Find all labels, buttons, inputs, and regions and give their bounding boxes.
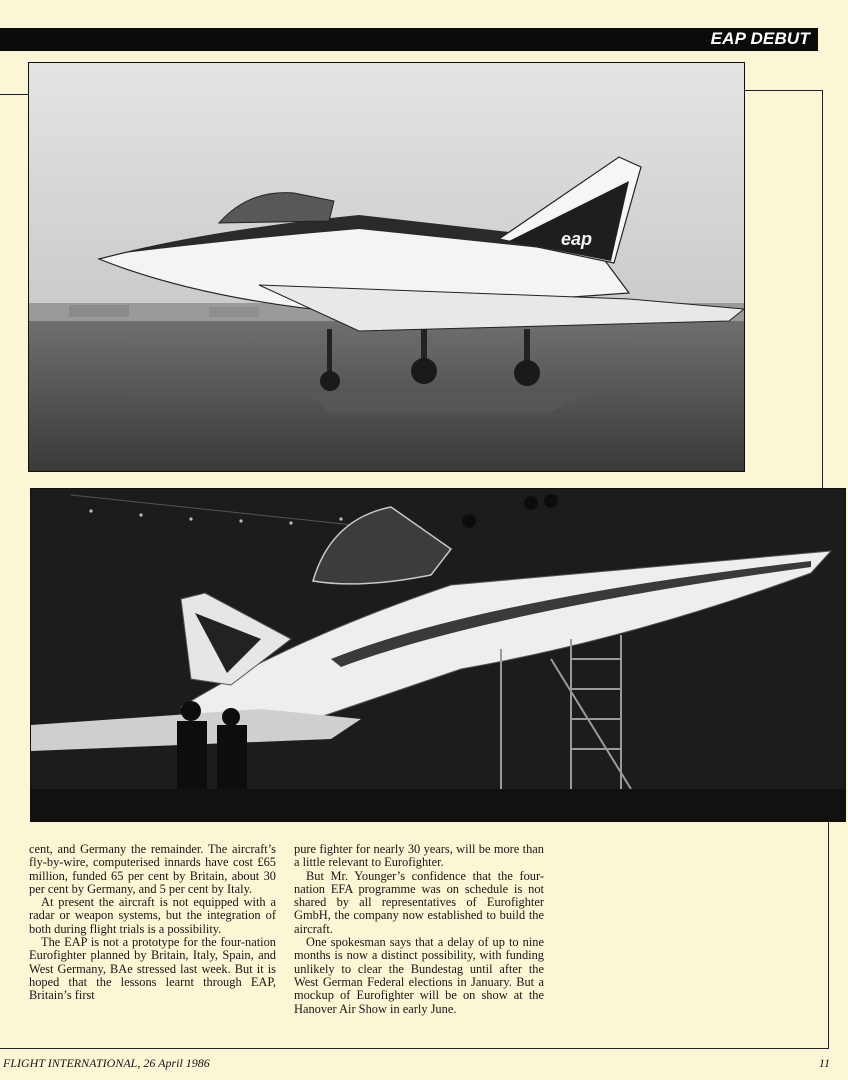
tail-logo-text: eap [561,229,593,249]
section-header-bar [0,28,818,51]
photo-eap-on-apron [28,62,745,472]
rule-right-vertical [822,90,823,488]
rule-footer [0,1048,829,1049]
section-title: EAP DEBUT [710,29,810,48]
hangar-photo-illustration [31,489,845,821]
rule-right-frame [743,90,823,91]
photo-eap-in-hangar [30,488,846,822]
article-column-left [29,843,276,1003]
article-paragraph: At present the aircraft is not equipped with a radar or weapon systems, but the integration of both during flight trials is a possibility. [29,895,276,936]
aircraft-photo-illustration [29,63,744,471]
article-paragraph: pure fighter for nearly 30 years, will be more than a little relevant to Eurofighter. [294,842,544,870]
article-paragraph: One spokesman says that a delay of up to nine months is now a distinct possibility, with funding unlikely to clear the Bundestag until after the West German Federal elections in January. But a mockup of Eurofighter will be on show at the Hanover Air Show in early June. [294,935,544,1016]
rule-bottom-vertical [828,820,829,1048]
article-paragraph: But Mr. Younger’s confidence that the four-nation EFA programme was on schedule is not shared by all representatives of Eurofighter GmbH, the company now established to build the aircraft. [294,868,544,936]
article-column-right [294,843,544,1016]
article-paragraph: cent, and Germany the remainder. The aircraft’s fly-by-wire, computerised innards have cost £65 million, funded 65 per cent by Britain, about 30 per cent by Germany, and 5 per cent by Italy. [29,842,276,896]
page-number: 11 [818,1056,830,1070]
article-paragraph: The EAP is not a prototype for the four-nation Eurofighter planned by Britain, Italy, Spain, and West Germany, BAe stressed last week. But it is hoped that the lessons learnt through EAP, Britain’s first [29,935,276,1003]
rule-left-top [0,94,28,95]
publication-footer: FLIGHT INTERNATIONAL, 26 April 1986 [3,1056,210,1070]
